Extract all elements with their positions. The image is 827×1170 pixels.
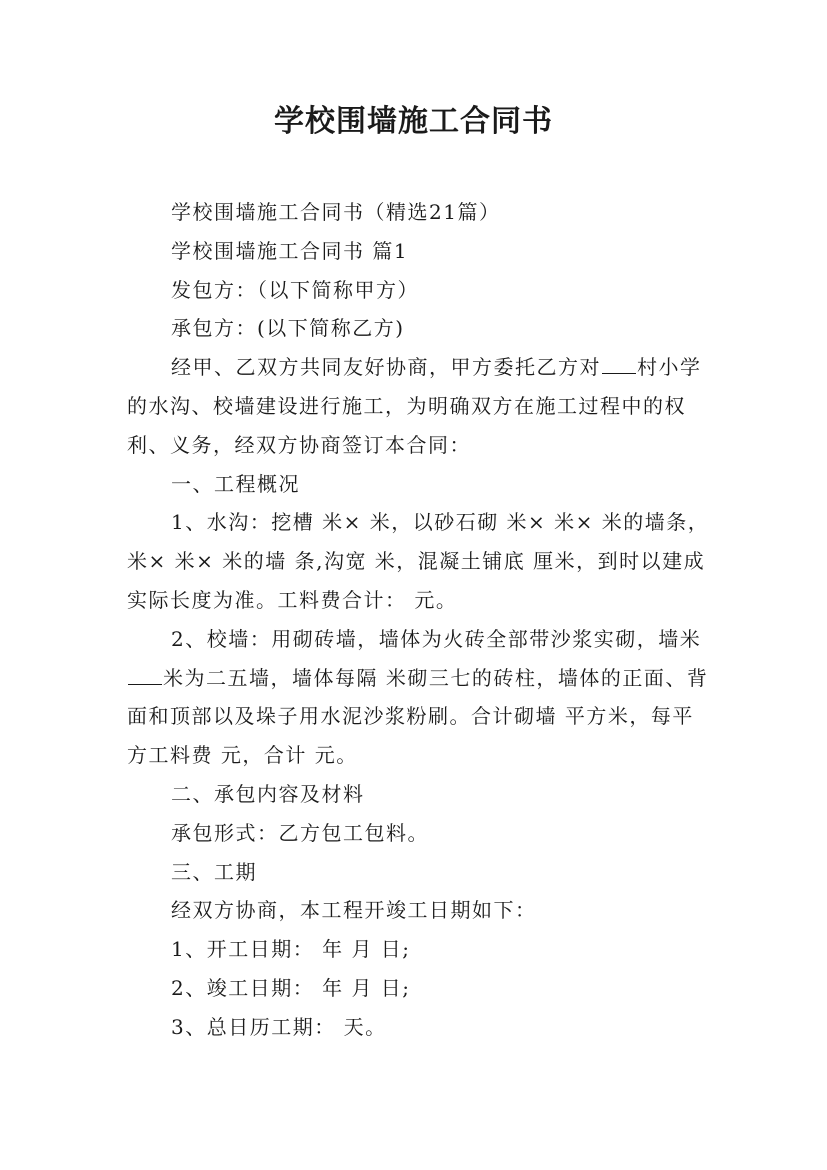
village-blank-line [602, 357, 636, 374]
clause-wall-before: 2、校墙：用砌砖墙，墙体为火砖全部带沙浆实砌，墙米 [171, 626, 702, 651]
section-heading-part1: 学校围墙施工合同书 篇1 [171, 238, 409, 263]
party-a-line: 发包方：（以下简称甲方） [171, 277, 419, 302]
document-body [127, 193, 712, 1047]
completion-date-line: 2、竣工日期： 年 月 日; [171, 975, 411, 1000]
clause-ditch: 1、水沟：挖槽 米× 米，以砂石砌 米× 米× 米的墙条，米× 米× 米的墙 条,沟宽 米，混凝土铺底 厘米，到时以建成实际长度为准。工料费合计： 元。 [127, 510, 710, 612]
heading-project-overview: 一、工程概况 [171, 471, 300, 496]
contract-form-line: 承包形式：乙方包工包料。 [171, 820, 429, 845]
total-duration-line: 3、总日历工期： 天。 [171, 1014, 387, 1039]
heading-contract-scope: 二、承包内容及材料 [171, 781, 365, 806]
schedule-intro: 经双方协商，本工程开竣工日期如下： [171, 898, 537, 923]
heading-schedule: 三、工期 [171, 859, 257, 884]
start-date-line: 1、开工日期： 年 月 日; [171, 937, 411, 962]
intro-paragraph [127, 348, 712, 464]
document-title: 学校围墙施工合同书 [274, 104, 553, 139]
party-b-line: 承包方：(以下简称乙方) [171, 316, 405, 341]
clause-wall-after: 米为二五墙，墙体每隔 米砌三七的砖柱，墙体的正面、背面和顶部以及垛子用水泥沙浆粉刷。合计砌墙 平方米，每平方工料费 元，合计 元。 [127, 665, 709, 768]
intro-text-before: 经甲、乙双方共同友好协商，甲方委托乙方对 [171, 355, 601, 380]
clause-wall [127, 620, 712, 775]
doc-subtitle: 学校围墙施工合同书（精选21篇） [171, 200, 501, 224]
wall-blank-line [128, 668, 162, 685]
intro-text-after: 村小学的水沟、校墙建设进行施工，为明确双方在施工过程中的权利、义务，经双方协商签订本合同： [127, 355, 702, 457]
